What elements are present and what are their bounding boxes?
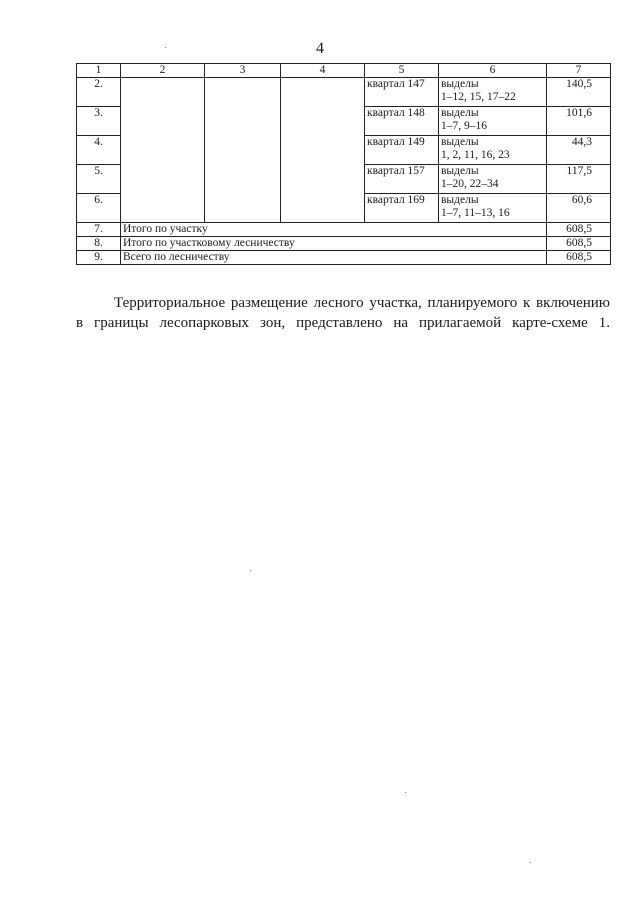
row-number: 6. [77, 194, 121, 223]
area-cell: 117,5 [547, 165, 611, 194]
area-cell: 101,6 [547, 107, 611, 136]
total-label: Всего по лесничеству [121, 251, 547, 265]
total-label: Итого по участковому лесничеству [121, 237, 547, 251]
column-header: 7 [547, 64, 611, 78]
sections-value: 1–12, 15, 17–22 [441, 91, 516, 103]
sections-label: выделы [441, 136, 479, 148]
sections-value: 1–20, 22–34 [441, 178, 499, 190]
quarter-cell: квартал 148 [365, 107, 439, 136]
area-cell: 140,5 [547, 78, 611, 107]
sections-value: 1, 2, 11, 16, 23 [441, 149, 510, 161]
body-paragraph [76, 293, 610, 333]
empty-cell-col4 [281, 78, 365, 223]
scan-speck [530, 862, 531, 863]
page-number: 4 [316, 40, 324, 57]
total-row [77, 237, 611, 251]
total-area: 608,5 [547, 223, 611, 237]
scan-speck [250, 570, 251, 571]
column-header: 5 [365, 64, 439, 78]
row-number: 7. [77, 223, 121, 237]
quarter-cell: квартал 149 [365, 136, 439, 165]
total-label: Итого по участку [121, 223, 547, 237]
total-row [77, 251, 611, 265]
empty-cell-col3 [205, 78, 281, 223]
sections-cell [439, 165, 547, 194]
column-header: 2 [121, 64, 205, 78]
area-cell: 60,6 [547, 194, 611, 223]
sections-value: 1–7, 9–16 [441, 120, 487, 132]
area-cell: 44,3 [547, 136, 611, 165]
column-header: 1 [77, 64, 121, 78]
sections-cell [439, 78, 547, 107]
total-area: 608,5 [547, 251, 611, 265]
total-area: 608,5 [547, 237, 611, 251]
row-number: 2. [77, 78, 121, 107]
paragraph-line: в границы лесопарковых зон, представлено на прилагаемой карте-схеме 1. [76, 315, 610, 331]
sections-label: выделы [441, 78, 479, 90]
scan-speck [405, 792, 406, 793]
column-header: 3 [205, 64, 281, 78]
sections-label: выделы [441, 107, 479, 119]
sections-label: выделы [441, 194, 479, 206]
row-number: 5. [77, 165, 121, 194]
paragraph-line: Территориальное размещение лесного участка, планируемого к включению [114, 295, 610, 311]
row-number: 8. [77, 237, 121, 251]
quarter-cell: квартал 147 [365, 78, 439, 107]
quarter-cell: квартал 157 [365, 165, 439, 194]
table-header-row [77, 64, 611, 78]
sections-label: выделы [441, 165, 479, 177]
row-number: 9. [77, 251, 121, 265]
sections-cell [439, 107, 547, 136]
empty-cell-col2 [121, 78, 205, 223]
sections-cell [439, 136, 547, 165]
column-header: 6 [439, 64, 547, 78]
total-row [77, 223, 611, 237]
row-number: 3. [77, 107, 121, 136]
column-header: 4 [281, 64, 365, 78]
sections-cell [439, 194, 547, 223]
table-row [77, 78, 611, 107]
quarter-cell: квартал 169 [365, 194, 439, 223]
row-number: 4. [77, 136, 121, 165]
sections-value: 1–7, 11–13, 16 [441, 207, 510, 219]
forest-plot-table [76, 63, 611, 265]
scan-speck [165, 47, 166, 48]
